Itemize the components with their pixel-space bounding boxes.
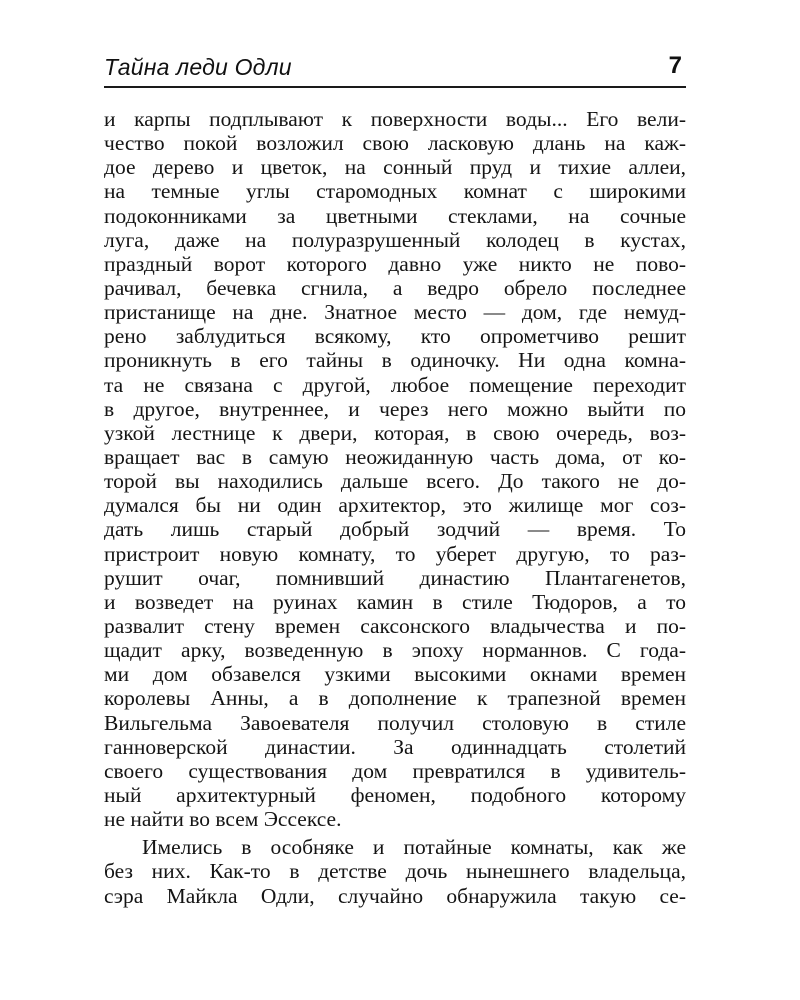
text-line: рачивал, бечевка сгнила, а ведро обрело последнее [104,275,686,300]
text-line: ми дом обзавелся узкими высокими окнами времен [104,662,686,687]
text-line: дое дерево и цветок, на сонный пруд и тихие аллеи, [104,155,686,180]
text-line: и возведет на руинах камин в стиле Тюдоров, а то [104,589,686,614]
header-title: Тайна леди Одли [104,54,292,80]
text-line: ганноверской династии. За одиннадцать столетий [104,734,686,759]
text-line: щадит арку, возведенную в эпоху норманнов. С года- [104,638,686,663]
text-line: та не связана с другой, любое помещение переходит [104,372,686,397]
text-line: на темные углы старомодных комнат с широкими [104,179,686,204]
text-line: Вильгельма Завоевателя получил столовую в стиле [104,710,686,735]
text-line: своего существования дом превратился в удивитель- [104,758,686,783]
text-line: подоконниками за цветными стеклами, на сочные [104,203,686,228]
text-line: развалит стену времен саксонского владычества и по- [104,613,686,638]
text-line: королевы Анны, а в дополнение к трапезной времен [104,686,686,711]
text-line: ный архитектурный феномен, подобного которому [104,782,686,807]
page-number: 7 [668,52,682,79]
body-text [104,107,686,908]
running-header [104,52,686,88]
text-line: луга, даже на полуразрушенный колодец в кустах, [104,227,686,252]
text-line: чество покой возложил свою ласковую длань на каж- [104,131,686,156]
text-line: без них. Как-то в детстве дочь нынешнего владельца, [104,859,686,884]
text-line: в другое, внутреннее, и через него можно выйти по [104,396,686,421]
paragraph [104,107,686,831]
text-line: сэра Майкла Одли, случайно обнаружила такую се- [104,883,686,908]
text-line: пристроит новую комнату, то уберет другую, то раз- [104,541,686,566]
paragraph [104,835,686,907]
text-line: праздный ворот которого давно уже никто не пово- [104,251,686,276]
text-line: и карпы подплывают к поверхности воды... Его вели- [104,107,686,131]
text-line: пристанище на дне. Знатное место — дом, где немуд- [104,300,686,325]
text-line: рено заблудиться всякому, кто опрометчиво решит [104,324,686,349]
text-line: торой вы находились дальше всего. До такого не до- [104,469,686,494]
text-line: вращает вас в самую неожиданную часть дома, от ко- [104,444,686,469]
text-line: узкой лестнице к двери, которая, в свою очередь, воз- [104,420,686,445]
text-line: рушит очаг, помнивший династию Плантагенетов, [104,565,686,590]
text-line: думался бы ни один архитектор, это жилище мог соз- [104,493,686,518]
text-line: Имелись в особняке и потайные комнаты, как же [142,835,686,860]
text-line: дать лишь старый добрый зодчий — время. То [104,517,686,542]
text-line: проникнуть в его тайны в одиночку. Ни одна комна- [104,348,686,373]
text-line: не найти во всем Эссексе. [104,807,342,832]
